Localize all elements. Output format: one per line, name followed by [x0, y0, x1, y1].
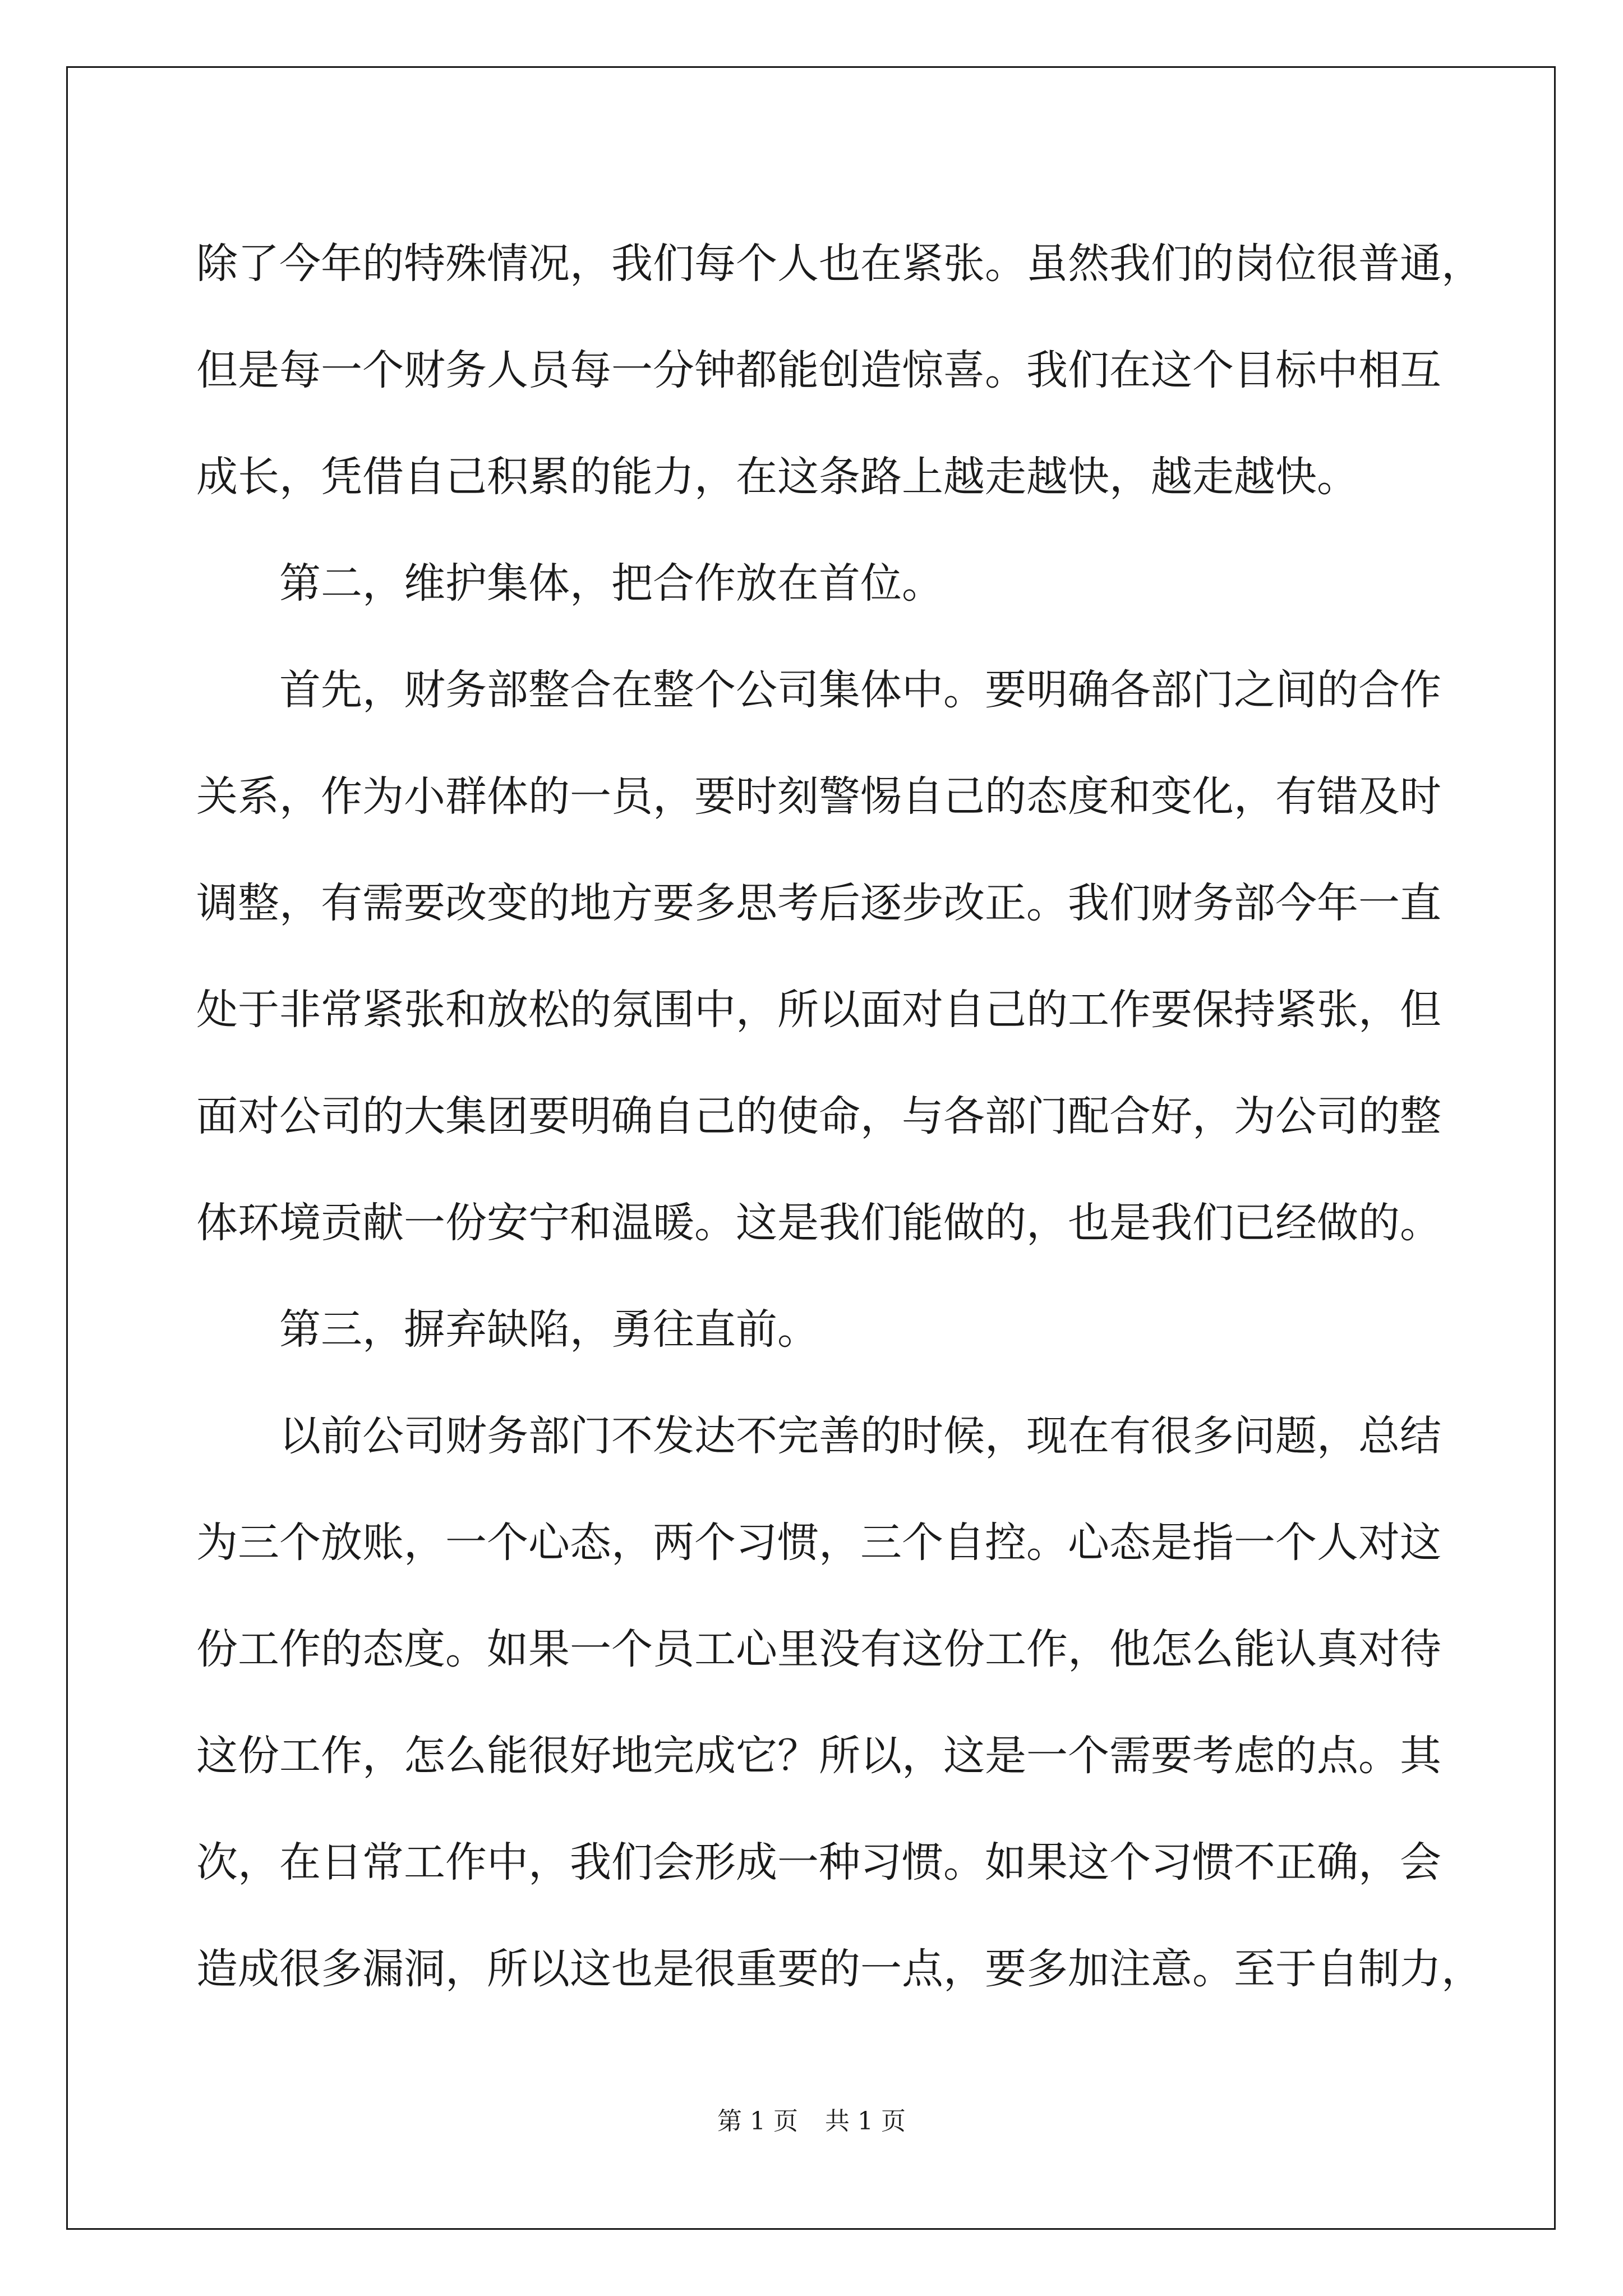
page-footer	[0, 2101, 1623, 2137]
text-line: 但是每一个财务人员每一分钟都能创造惊喜。我们在这个目标中相互	[196, 346, 1441, 394]
section-heading: 第二，维护集体，把合作放在首位。	[279, 559, 943, 608]
text-line: 除了今年的特殊情况，我们每个人也在紧张。虽然我们的岗位很普通，	[196, 240, 1483, 288]
text-line: 这份工作，怎么能很好地完成它？所以，这是一个需要考虑的点。其	[196, 1732, 1441, 1780]
text-line: 面对公司的大集团要明确自己的使命，与各部门配合好，为公司的整	[196, 1092, 1441, 1140]
text-line: 为三个放账，一个心态，两个习惯，三个自控。心态是指一个人对这	[196, 1519, 1441, 1567]
document-body	[196, 210, 1483, 2022]
text-line: 成长，凭借自己积累的能力，在这条路上越走越快，越走越快。	[196, 453, 1358, 501]
section-heading: 第三，摒弃缺陷，勇往直前。	[279, 1305, 819, 1354]
text-line: 首先，财务部整合在整个公司集体中。要明确各部门之间的合作	[279, 666, 1441, 714]
text-line: 体环境贡献一份安宁和温暖。这是我们能做的，也是我们已经做的。	[196, 1199, 1441, 1247]
text-line: 造成很多漏洞，所以这也是很重要的一点，要多加注意。至于自制力，	[196, 1945, 1483, 1993]
page-number: 第 1 页	[717, 2107, 798, 2136]
text-line: 处于非常紧张和放松的氛围中，所以面对自己的工作要保持紧张，但	[196, 986, 1441, 1034]
text-line: 次，在日常工作中，我们会形成一种习惯。如果这个习惯不正确，会	[196, 1838, 1441, 1887]
page-total: 共 1 页	[825, 2107, 906, 2136]
text-line: 调整，有需要改变的地方要多思考后逐步改正。我们财务部今年一直	[196, 879, 1441, 927]
text-line: 关系，作为小群体的一员，要时刻警惕自己的态度和变化，有错及时	[196, 772, 1441, 821]
text-line: 份工作的态度。如果一个员工心里没有这份工作，他怎么能认真对待	[196, 1625, 1441, 1673]
text-line: 以前公司财务部门不发达不完善的时候，现在有很多问题，总结	[279, 1412, 1441, 1460]
